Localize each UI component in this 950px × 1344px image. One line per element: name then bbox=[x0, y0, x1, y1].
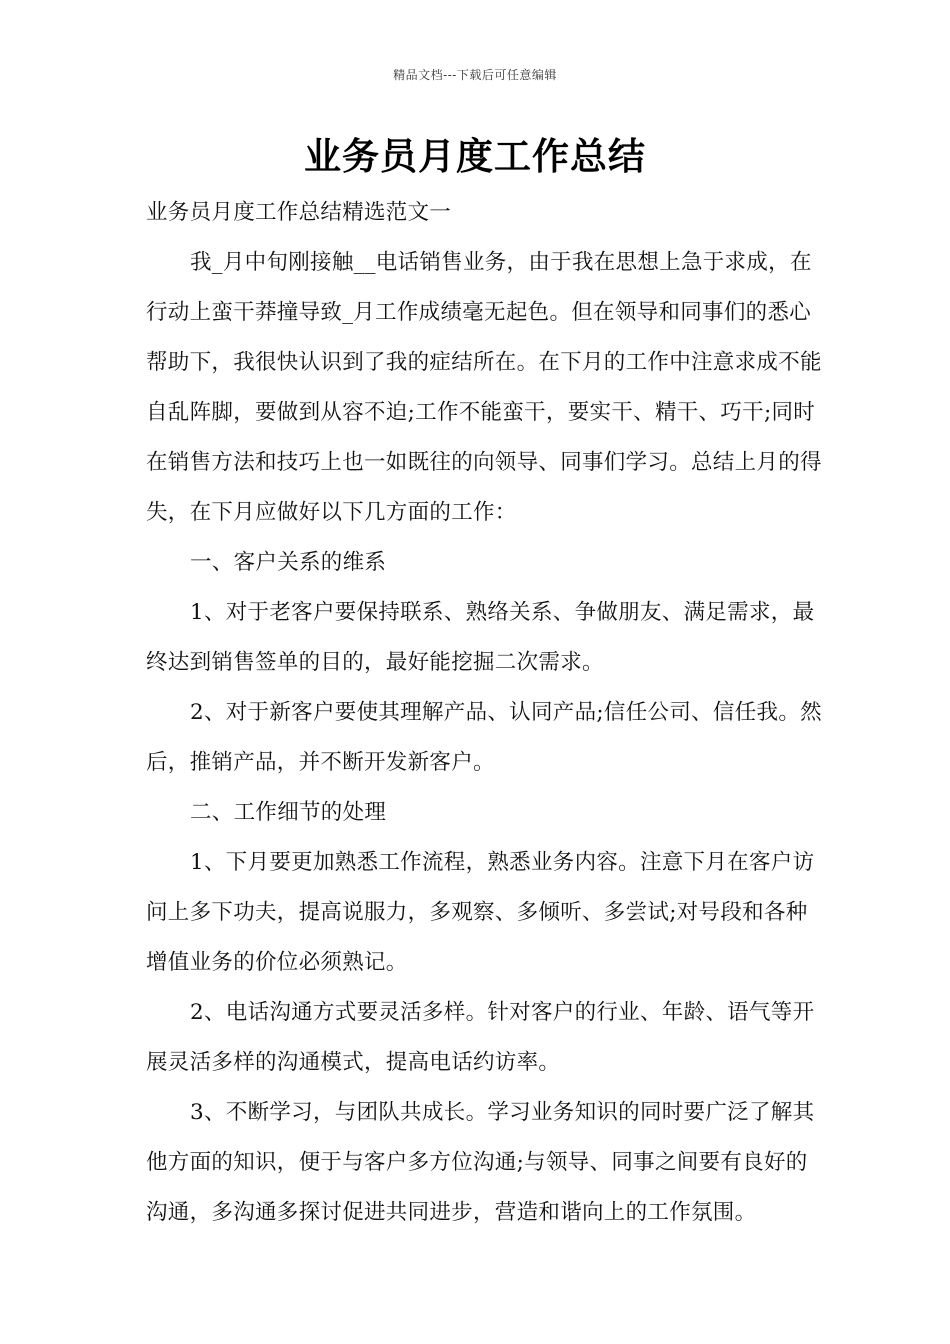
paragraph-communication: 2、电话沟通方式要灵活多样。针对客户的行业、年龄、语气等开展灵活多样的沟通模式，提高电话约访率。 bbox=[146, 1000, 815, 1075]
document-title: 业务员月度工作总结 bbox=[304, 134, 646, 178]
section-heading-work-details: 二、工作细节的处理 bbox=[190, 800, 387, 825]
paragraph-intro: 我_月中旬刚接触__电话销售业务，由于我在思想上急于求成，在行动上蛮干莽撞导致_月工作成绩毫无起色。但在领导和同事们的悉心帮助下，我很快认识到了我的症结所在。在下月的工作中注意求成不能自乱阵脚，要做到从容不迫;工作不能蛮干，要实干、精干、巧干;同时在销售方法和技巧上也一如既往的向领导、同事们学习。总结上月的得失，在下月应做好以下几方面的工作： bbox=[146, 250, 822, 525]
document-body bbox=[146, 188, 826, 1238]
header-note: 精品文档---下载后可任意编辑 bbox=[393, 68, 557, 82]
document-subtitle: 业务员月度工作总结精选范文一 bbox=[146, 200, 452, 225]
paragraph-workflow: 1、下月要更加熟悉工作流程，熟悉业务内容。注意下月在客户访问上多下功夫，提高说服力，多观察、多倾听、多尝试;对号段和各种增值业务的价位必须熟记。 bbox=[146, 850, 815, 975]
paragraph-new-customers: 2、对于新客户要使其理解产品、认同产品;信任公司、信任我。然后，推销产品，并不断开发新客户。 bbox=[146, 700, 822, 775]
paragraph-learning: 3、不断学习，与团队共成长。学习业务知识的同时要广泛了解其他方面的知识，便于与客户多方位沟通;与领导、同事之间要有良好的沟通，多沟通多探讨促进共同进步，营造和谐向上的工作氛围。 bbox=[146, 1100, 815, 1225]
section-heading-customer-relations: 一、客户关系的维系 bbox=[190, 550, 387, 575]
paragraph-old-customers: 1、对于老客户要保持联系、熟络关系、争做朋友、满足需求，最终达到销售签单的目的，最好能挖掘二次需求。 bbox=[146, 600, 815, 675]
